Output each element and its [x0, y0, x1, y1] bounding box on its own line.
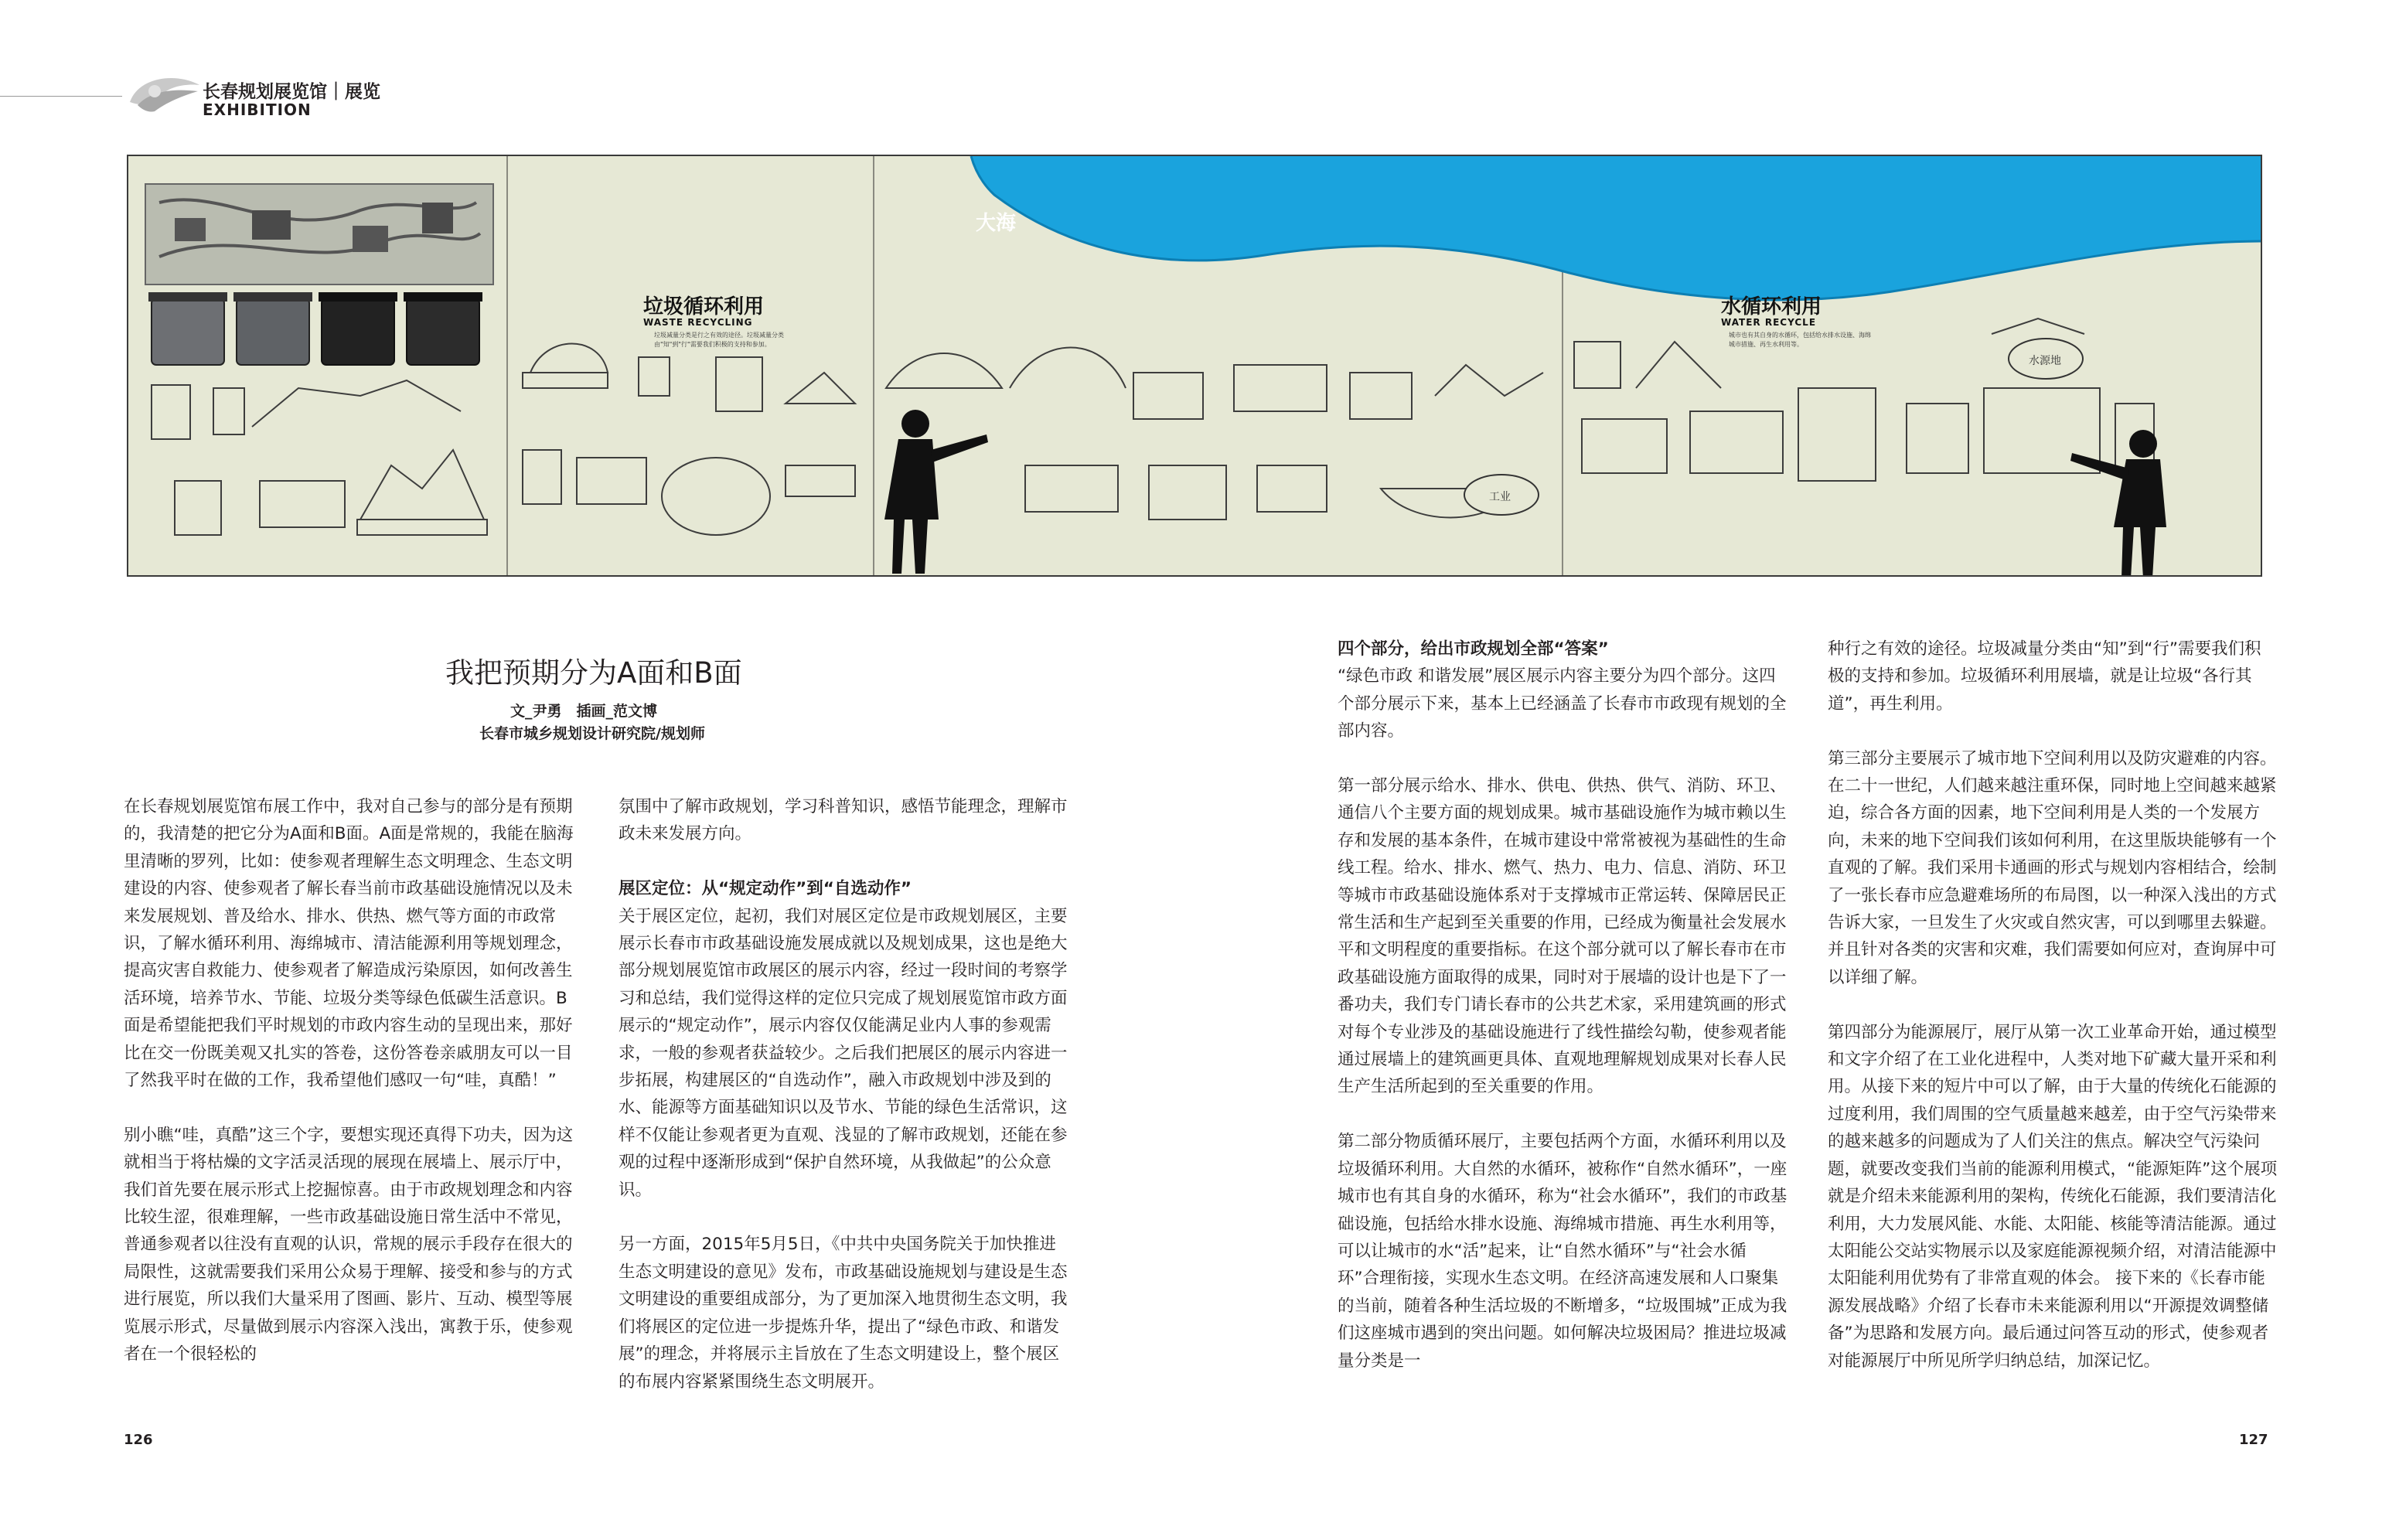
article-affiliation: 长春市城乡规划设计研究院/规划师: [479, 725, 705, 742]
exhibition-mural: [127, 155, 2262, 577]
text-column-2: [619, 793, 1068, 1422]
waste-panel-title: 垃圾循环利用: [643, 295, 765, 319]
article-title: 我把预期分为A面和B面: [445, 656, 742, 690]
paragraph: “绿色市政 和谐发展”展区展示内容主要分为四个部分。这四个部分展示下来，基本上已经涵盖了长春市市政现有规划的全部内容。: [1338, 666, 1787, 741]
mural-illustration: [128, 156, 2262, 577]
paragraph: 在长春规划展览馆布展工作中，我对自己参与的部分是有预期的，我清楚的把它分为A面和B面。A面是常规的，我能在脑海里清晰的罗列，比如：使参观者理解生态文明理念、生态文明建设的内容、使参观者了解长春当前市政基础设施情况以及未来发展规划、普及给水、排水、供热、燃气等方面的市政常识，了解水循环利用、海绵城市、清洁能源利用等规划理念，提高灾害自救能力、使参观者了解造成污染原因，如何改善生活环境，培养节水、节能、垃圾分类等绿色低碳生活意识。B面是希望能把我们平时规划的市政内容生动的呈现出来，那好比在交一份既美观又扎实的答卷，这份答卷亲戚朋友可以一目了然我平时在做的工作，我希望他们感叹一句“哇，真酷！”: [124, 797, 574, 1091]
header-rule: [0, 96, 122, 97]
water-panel-subtitle: WATER RECYCLE: [1721, 317, 1817, 328]
waste-panel-description: 垃圾减量分类是行之有效的途径。垃圾减量分类由"知"到"行"需要我们积极的支持和参加。: [654, 332, 784, 348]
header-subtitle: EXHIBITION: [203, 101, 312, 119]
person-silhouette-right-icon: [2070, 430, 2166, 577]
water-panel-description: 城市也有其自身的水循环，包括给水排水设施、海绵城市措施、再生水利用等。: [1729, 332, 1871, 348]
sea-label: 大海: [976, 212, 1017, 235]
paragraph: 第四部分为能源展厅，展厅从第一次工业革命开始，通过模型和文字介绍了在工业化进程中，人类对地下矿藏大量开采和利用。从接下来的短片中可以了解，由于大量的传统化石能源的过度利用，我们周围的空气质量越来越差，由于空气污染带来的越来越多的问题成为了人们关注的焦点。解决空气污染问题，就要改变我们当前的能源利用模式，“能源矩阵”这个展项就是介绍未来能源利用的架构，传统化石能源，我们要清洁化利用，大力发展风能、水能、太阳能、核能等清洁能源。通过太阳能公交站实物展示以及家庭能源视频介绍，对清洁能源中太阳能利用优势有了非常直观的体会。 接下来的《长春市能源发展战略》介绍了长春市未来能源利用以“开源提效调整储备”为思路和发展方向。最后通过问答互动的形式，使参观者对能源展厅中所见所学归纳总结，加深记忆。: [1828, 1022, 2278, 1371]
paragraph: 第二部分物质循环展厅，主要包括两个方面，水循环利用以及垃圾循环利用。大自然的水循环，被称作“自然水循环”，一座城市也有其自身的水循环，称为“社会水循环”，我们的市政基础设施，包括给水排水设施、海绵城市措施、再生水利用等，可以让城市的水“活”起来，让“自然水循环”与“社会水循环”合理衔接，实现水生态文明。在经济高速发展和人口聚集的当前，随着各种生活垃圾的不断增多，“垃圾围城”正成为我们这座城市遇到的突出问题。如何解决垃圾困局？推进垃圾减量分类是一: [1338, 1132, 1787, 1371]
paragraph: 第三部分主要展示了城市地下空间利用以及防灾避难的内容。在二十一世纪，人们越来越注重环保，同时地上空间越来越紧迫，综合各方面的因素，地下空间利用是人类的一个发展方向，未来的地下空间我们该如何利用，在这里版块能够有一个直观的了解。我们采用卡通画的形式与规划内容相结合，绘制了一张长春市应急避难场所的布局图，以一种深入浅出的方式告诉大家，一旦发生了火灾或自然灾害，可以到哪里去躲避。并且针对各类的灾害和灾难，我们需要如何应对，查询屏中可以详细了解。: [1828, 748, 2277, 987]
section-heading: 展区定位：从“规定动作”到“自选动作”: [619, 879, 912, 899]
industry-bubble: 工业: [1489, 491, 1511, 503]
sea-band: [971, 156, 2262, 300]
header-title: 长春规划展览馆｜展览: [203, 82, 380, 102]
waste-panel-subtitle: WASTE RECYCLING: [643, 317, 753, 328]
water-panel-title: 水循环利用: [1721, 295, 1822, 319]
page-number-left: 126: [124, 1432, 153, 1448]
paragraph: 种行之有效的途径。垃圾减量分类由“知”到“行”需要我们积极的支持和参加。垃圾循环利用展墙，就是让垃圾“各行其道”，再生利用。: [1828, 639, 2261, 714]
museum-logo-icon: [124, 68, 204, 118]
article-byline: 文_尹勇 插画_范文博: [510, 703, 658, 720]
paragraph: 关于展区定位，起初，我们对展区定位是市政规划展区，主要展示长春市市政基础设施发展成就以及规划成果，这也是绝大部分规划展览馆市政展区的展示内容，经过一段时间的考察学习和总结，我们觉得这样的定位只完成了规划展览馆市政方面展示的“规定动作”，展示内容仅仅能满足业内人事的参观需求，一般的参观者获益较少。之后我们把展区的展示内容进一步拓展，构建展区的“自选动作”，融入市政规划中涉及到的水、能源等方面基础知识以及节水、节能的绿色生活常识，这样不仅能让参观者更为直观、浅显的了解市政规划，还能在参观的过程中逐渐形成到“保护自然环境，从我做起”的公众意识。: [619, 906, 1068, 1200]
person-silhouette-left-icon: [884, 410, 988, 574]
paragraph: 另一方面，2015年5月5日，《中共中央国务院关于加快推进生态文明建设的意见》发布，市政基础设施规划与建设是生态文明建设的重要组成部分，为了更加深入地贯彻生态文明，我们将展区的定位进一步提炼升华，提出了“绿色市政、和谐发展”的理念，并将展示主旨放在了生态文明建设上，整个展区的布展内容紧紧围绕生态文明展开。: [619, 1235, 1068, 1392]
paragraph: 别小瞧“哇，真酷”这三个字，要想实现还真得下功夫，因为这就相当于将枯燥的文字活灵活现的展现在展墙上、展示厅中，我们首先要在展示形式上挖掘惊喜。由于市政规划理念和内容比较生涩，很难理解，一些市政基础设施日常生活中不常见，普通参观者以往没有直观的认识，常规的展示手段存在很大的局限性，这就需要我们采用公众易于理解、接受和参与的方式进行展览，所以我们大量采用了图画、影片、互动、模型等展览展示形式，尽量做到展示内容深入浅出，寓教于乐，使参观者在一个很轻松的: [124, 1125, 574, 1365]
text-column-3: [1338, 635, 1787, 1402]
waste-bins: [148, 292, 482, 365]
paragraph: 氛围中了解市政规划，学习科普知识，感悟节能理念，理解市政未来发展方向。: [619, 797, 1068, 844]
paragraph: 第一部分展示给水、排水、供电、供热、供气、消防、环卫、通信八个主要方面的规划成果。城市基础设施作为城市赖以生存和发展的基本条件，在城市建设中常常被视为基础性的生命线工程。给水、排水、燃气、热力、电力、信息、消防、环卫等城市市政基础设施体系对于支撑城市正常运转、保障居民正常生活和生产起到至关重要的作用，已经成为衡量社会发展水平和文明程度的重要指标。在这个部分就可以了解长春市在市政基础设施方面取得的成果，同时对于展墙的设计也是下了一番功夫，我们专门请长春市的公共艺术家，采用建筑画的形式对每个专业涉及的基础设施进行了线性描绘勾勒，使参观者能通过展墙上的建筑画更具体、直观地理解规划成果对长春人民生产生活所起到的至关重要的作用。: [1338, 776, 1787, 1097]
text-column-4: [1828, 635, 2278, 1402]
section-heading: 四个部分，给出市政规划全部“答案”: [1338, 639, 1609, 659]
text-column-1: [124, 793, 574, 1395]
reservoir-bubble: 水源地: [2029, 355, 2061, 367]
page-number-right: 127: [2239, 1432, 2268, 1448]
